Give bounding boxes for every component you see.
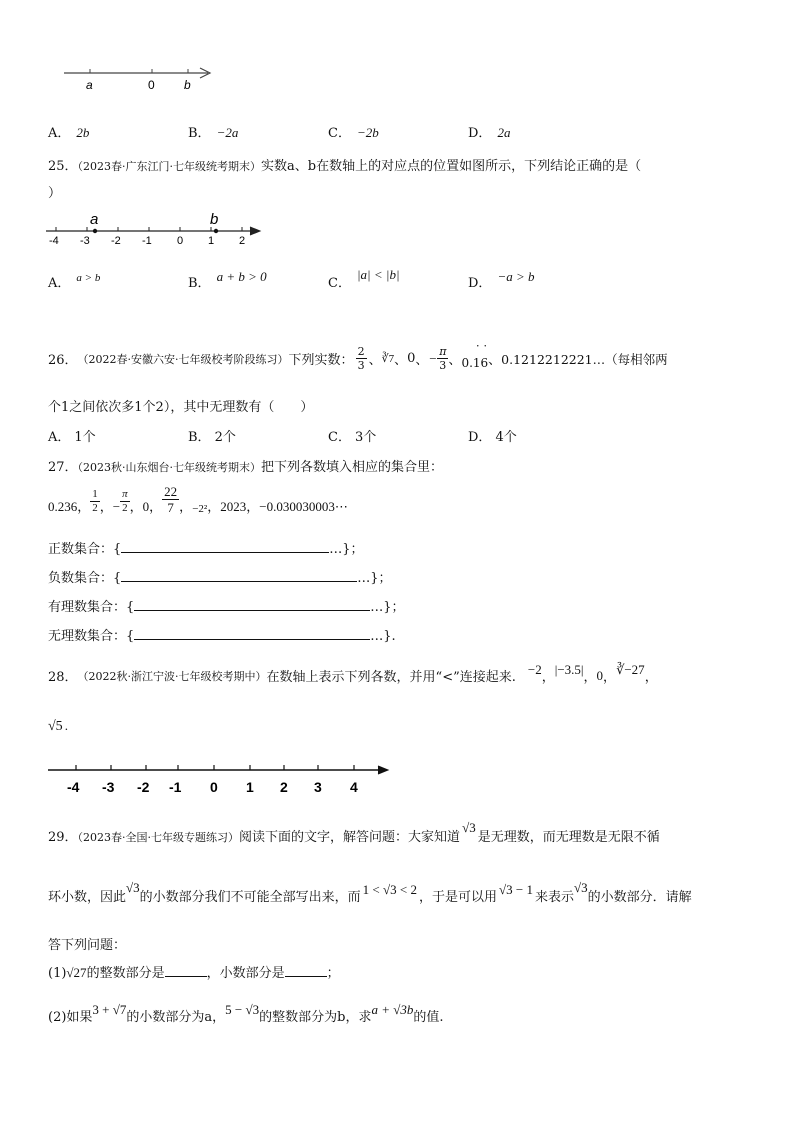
- q25-option-b[interactable]: [188, 269, 267, 291]
- q28-tick-4: 4: [350, 779, 358, 795]
- q26-long-decimal: 0.1212212221…（每相邻两: [501, 351, 668, 367]
- q25-stem-end: ）: [48, 186, 62, 201]
- q29-sqrt3-b: √3: [126, 880, 140, 895]
- q25-stem-text: 实数a、b在数轴上的对应点的位置如图所示，下列结论正确的是（: [261, 159, 642, 174]
- q29-sqrt3: √3: [462, 820, 476, 835]
- q29-stem1: 阅读下面的文字，解答问题：大家知道: [239, 830, 461, 845]
- q26-minus: −: [428, 350, 438, 366]
- q29-p1-end: ；: [326, 966, 340, 981]
- q27-comma: ，: [207, 499, 221, 514]
- q24-option-b-letter: B．: [188, 126, 211, 141]
- q24-option-d-letter: D．: [468, 126, 492, 141]
- q26-sep: 、: [415, 353, 429, 368]
- q25-number-line: [44, 210, 266, 250]
- q25-option-a[interactable]: [48, 272, 100, 291]
- q24-option-c[interactable]: [328, 122, 379, 141]
- q24-option-a-letter: A．: [48, 126, 71, 141]
- q26-sep: 、: [448, 353, 462, 368]
- q26-option-b-letter: B．: [188, 430, 211, 445]
- q29-p2-label: (2)如果: [48, 1010, 93, 1025]
- q25-option-c[interactable]: [328, 267, 400, 291]
- q29-p2-expr1: 3 + √7: [92, 1002, 127, 1017]
- q26-repeating-decimal: [461, 343, 490, 370]
- q29-p1-text1: 的整数部分是: [86, 966, 165, 981]
- q27-last-decimal: −0.030030003⋯: [259, 499, 348, 514]
- q24-axis-label-b: b: [184, 78, 191, 92]
- q27-set-rational-blank[interactable]: [134, 598, 370, 611]
- q24-number-line: [60, 62, 220, 94]
- q28-value-cuberoot: ∛−27: [616, 661, 645, 677]
- q26-option-a-letter: A．: [48, 430, 71, 445]
- q27-set-irrational: [48, 625, 396, 644]
- q24-axis-label-0: 0: [148, 78, 155, 92]
- q29-p1-label: (1): [48, 966, 67, 981]
- q28-tick-neg2: -2: [137, 779, 150, 795]
- q25-point-a: [93, 229, 97, 233]
- q28-comma: ，: [541, 670, 555, 685]
- q26-fraction-2-3: $\frac{2}{3}$: [357, 345, 365, 372]
- q28-comma: ，: [583, 670, 597, 685]
- q25-point-b-label: b: [210, 211, 219, 228]
- q27-set-positive-blank[interactable]: [121, 540, 329, 553]
- q28-tick-3: 3: [314, 779, 322, 795]
- q29-stem-line2: [48, 880, 692, 905]
- q27-comma: ，: [179, 499, 193, 514]
- q26-option-a-value: 1个: [74, 430, 96, 445]
- q28-value-0: 0: [596, 667, 604, 683]
- q26-option-c-value: 3个: [354, 430, 377, 445]
- q28-number-line: [44, 760, 394, 800]
- q25-option-b-value: a + b > 0: [216, 269, 267, 284]
- q27-number: 27．: [48, 460, 78, 475]
- q28-tick-1: 1: [246, 779, 254, 795]
- q26-option-a[interactable]: [48, 426, 96, 445]
- q25-option-b-letter: B．: [188, 276, 211, 291]
- q27-2023: 2023: [220, 499, 247, 514]
- q27-source: （2023秋·山东烟台·七年级统考期末）: [77, 461, 262, 474]
- q25-tick-neg3: -3: [80, 235, 90, 247]
- q25-point-b: [214, 229, 218, 233]
- q26-option-c[interactable]: [328, 426, 376, 445]
- q26-number: 26．: [48, 353, 78, 368]
- q27-comma: ，: [129, 499, 143, 514]
- q29-p2-end: 的值.: [413, 1010, 444, 1025]
- q28-stem: [48, 661, 658, 685]
- q28-value-neg2: −2: [527, 661, 542, 677]
- q27-set-rational-label: 有理数集合：{: [48, 600, 135, 615]
- q27-set-positive-label: 正数集合：{: [48, 542, 122, 557]
- q28-comma: ，: [644, 670, 658, 685]
- q24-axis-label-a: a: [86, 78, 93, 92]
- q27-number-list: [48, 484, 348, 515]
- q29-p1-sqrt27: √27: [66, 965, 87, 980]
- q28-tick-neg3: -3: [102, 779, 115, 795]
- q25-point-a-label: a: [90, 211, 99, 228]
- q28-sqrt5-text: √5: [48, 719, 63, 734]
- q27-stem-text: 把下列各数填入相应的集合里：: [261, 460, 444, 475]
- q29-part2: [48, 1002, 444, 1025]
- q28-value-abs: |−3.5|: [554, 661, 584, 677]
- q26-option-b[interactable]: [188, 426, 236, 445]
- q27-set-negative-end: …}；: [357, 571, 392, 586]
- q27-set-negative-label: 负数集合：{: [48, 571, 122, 586]
- q29-p2-expr3: a + √3b: [371, 1002, 414, 1017]
- q27-set-rational-end: …}；: [370, 600, 405, 615]
- q24-option-b-value: −2a: [216, 125, 239, 140]
- q24-option-c-value: −2b: [356, 125, 379, 140]
- q28-value-sqrt5: √5 .: [48, 718, 68, 734]
- q29-number: 29．: [48, 830, 78, 845]
- q26-source: （2022春·安徽六安·七年级校考阶段练习）: [77, 352, 289, 366]
- q24-option-a[interactable]: [48, 122, 89, 141]
- q27-neg: −: [112, 499, 121, 514]
- q25-option-c-letter: C．: [328, 276, 351, 291]
- q25-tick-neg1: -1: [142, 235, 152, 247]
- q27-set-rational: [48, 596, 405, 615]
- q25-tick-2: 2: [239, 235, 246, 247]
- q27-set-negative: [48, 567, 392, 586]
- q29-p1-text2: ，小数部分是: [206, 966, 285, 981]
- q29-p1-integer-blank[interactable]: [165, 964, 207, 977]
- q27-comma: ，: [99, 499, 113, 514]
- q28-tick-neg1: -1: [169, 779, 182, 795]
- q29-stem2b: 的小数部分我们不可能全部写出来，而: [139, 890, 361, 905]
- q27-set-negative-blank[interactable]: [121, 569, 357, 582]
- q29-stem-line3: 答下列问题：: [48, 938, 127, 953]
- q27-stem: [48, 456, 443, 475]
- q25-option-c-value: |a| < |b|: [356, 267, 400, 282]
- q28-number: 28．: [48, 670, 78, 685]
- q25-option-a-letter: A．: [48, 276, 71, 291]
- q29-stem2e: 的小数部分．请解: [587, 890, 692, 905]
- q26-stem: [48, 345, 668, 372]
- q26-cuberoot-7: ∛7: [381, 353, 395, 365]
- q26-repeat-dots: ˙˙: [474, 343, 490, 359]
- q26-sep: 、: [368, 353, 382, 368]
- q27-fraction-1-2: $\frac{1}{2}$: [92, 488, 98, 514]
- q29-source: （2023春·全国·七年级专题练习）: [77, 831, 240, 844]
- q25-stem: [48, 155, 641, 174]
- q26-zero: 0: [407, 351, 416, 366]
- q24-option-d[interactable]: [468, 122, 510, 141]
- q29-stem2d: 来表示: [534, 890, 574, 905]
- q26-option-d-value: 4个: [495, 430, 517, 445]
- q24-option-a-value: 2b: [76, 125, 90, 140]
- q26-option-d-letter: D．: [468, 430, 492, 445]
- q26-option-c-letter: C．: [328, 430, 351, 445]
- q26-option-b-value: 2个: [214, 430, 236, 445]
- q27-zero: 0: [142, 499, 150, 514]
- q27-fraction-22-7: $\frac{22}{7}$: [164, 484, 178, 515]
- q26-stem-text: 下列实数：: [288, 353, 354, 368]
- q26-option-d[interactable]: [468, 426, 517, 445]
- q28-source: （2022秋·浙江宁波·七年级校考期中）: [77, 669, 267, 683]
- q29-stem-line1: [48, 820, 660, 845]
- q29-p1-decimal-blank[interactable]: [285, 964, 327, 977]
- q29-sqrt3-c: √3: [573, 880, 588, 895]
- q29-stem2a: 环小数，因此: [48, 890, 127, 905]
- q24-option-d-value: 2a: [497, 125, 511, 140]
- q24-option-b[interactable]: [188, 122, 238, 141]
- q25-number: 25．: [48, 159, 78, 174]
- q25-tick-neg2: -2: [111, 235, 121, 247]
- q27-comma: ，: [246, 499, 260, 514]
- q27-set-irrational-end: …}.: [370, 629, 396, 644]
- q25-option-d[interactable]: [468, 269, 535, 291]
- q26-sep: 、: [488, 353, 502, 368]
- q29-sqrt3-minus1: √3 − 1: [499, 882, 533, 897]
- q29-p2-text1: 的小数部分为a，: [126, 1010, 226, 1025]
- q26-fraction-pi-3: $\frac{\pi}{3}$: [439, 345, 447, 372]
- q28-comma: ，: [603, 670, 617, 685]
- q29-inequality: 1 < √3 < 2: [362, 882, 417, 897]
- q27-neg-2-squared: −2²: [192, 503, 208, 515]
- q29-stem2c: ，于是可以用: [418, 890, 497, 905]
- q28-tick-neg4: -4: [67, 779, 80, 795]
- q29-p2-expr2: 5 − √3: [225, 1002, 260, 1017]
- q29-p2-text2: 的整数部分为b，求: [259, 1010, 372, 1025]
- q25-option-d-letter: D．: [468, 276, 492, 291]
- q27-num-0236: 0.236: [48, 499, 78, 514]
- q24-option-c-letter: C．: [328, 126, 351, 141]
- q27-set-positive: [48, 538, 364, 557]
- q27-set-irrational-label: 无理数集合：{: [48, 629, 135, 644]
- q27-fraction-pi-2: $\frac{\pi}{2}$: [122, 488, 128, 514]
- q29-stem1b: 是无理数，而无理数是无限不循: [477, 830, 660, 845]
- q28-tick-2: 2: [280, 779, 288, 795]
- q29-part1: [48, 962, 340, 981]
- q25-tick-neg4: -4: [49, 235, 59, 247]
- q28-tick-0: 0: [210, 779, 218, 795]
- q26-stem-line2: 个1之间依次多1个2），其中无理数有（ ）: [48, 400, 314, 415]
- q27-comma: ，: [77, 499, 91, 514]
- q25-tick-1: 1: [208, 235, 215, 247]
- q27-set-irrational-blank[interactable]: [134, 627, 370, 640]
- q25-tick-0: 0: [177, 235, 184, 247]
- q25-option-a-value: a > b: [76, 272, 101, 284]
- q26-repeating-value: 0.16: [461, 355, 489, 370]
- q26-sep: 、: [394, 353, 408, 368]
- q25-source: （2023春·广东江门·七年级统考期末）: [77, 160, 262, 173]
- q27-set-positive-end: …}；: [329, 542, 364, 557]
- q28-stem-text: 在数轴上表示下列各数，并用“<”连接起来.: [266, 670, 516, 685]
- q27-comma: ，: [149, 499, 163, 514]
- q25-option-d-value: −a > b: [497, 269, 535, 284]
